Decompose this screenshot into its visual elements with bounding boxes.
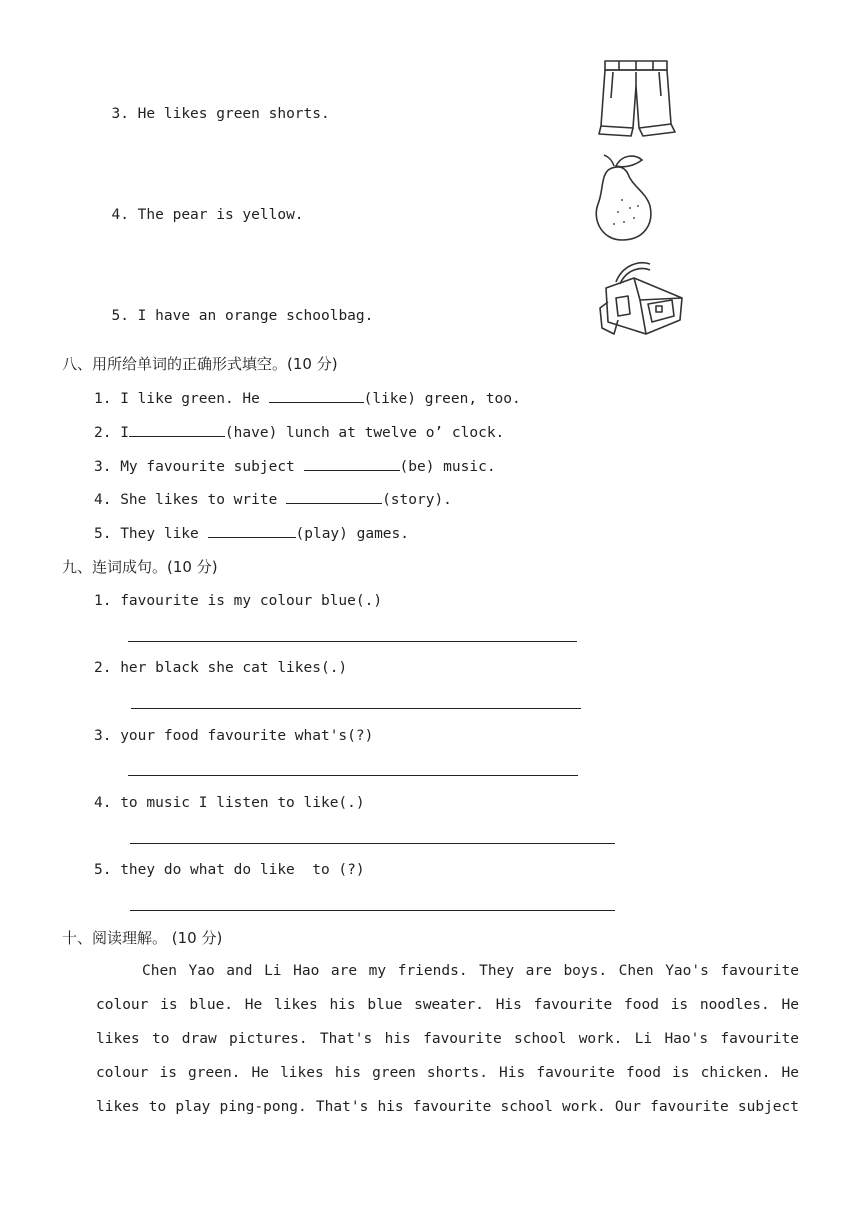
s8-item-1 xyxy=(94,388,521,409)
section8-title: 八、用所给单词的正确形式填空。(10 分) xyxy=(62,355,338,373)
s8-item-4-before: 4. She likes to write xyxy=(94,492,287,508)
s7-item-4-num: 4. xyxy=(111,207,129,223)
section10-title: 十、阅读理解。 (10 分) xyxy=(62,929,223,947)
s8-item-5-before: 5. They like xyxy=(94,526,208,542)
s9-item-4: 4. to music I listen to like(.) xyxy=(94,795,365,811)
s9-answer-line-3[interactable] xyxy=(128,775,578,776)
s8-item-3-blank[interactable] xyxy=(304,456,400,471)
passage-line-2: colour is blue. He likes his blue sweater. His favourite food is noodles. He xyxy=(96,997,799,1013)
s9-item-1: 1. favourite is my colour blue(.) xyxy=(94,593,383,609)
s7-item-4-text: The pear is yellow. xyxy=(137,207,304,223)
passage-line-4: colour is green. He likes his green shorts. His favourite food is chicken. He xyxy=(96,1065,799,1081)
passage-line-1: Chen Yao and Li Hao are my friends. They are boys. Chen Yao's favourite xyxy=(142,963,799,979)
s9-item-3: 3. your food favourite what's(?) xyxy=(94,728,374,744)
s8-item-3 xyxy=(94,456,496,477)
section9-title: 九、连词成句。(10 分) xyxy=(62,558,218,576)
s9-answer-line-1[interactable] xyxy=(128,641,577,642)
s9-item-2: 2. her black she cat likes(.) xyxy=(94,660,348,676)
s8-item-1-blank[interactable] xyxy=(269,388,364,403)
schoolbag-icon xyxy=(594,258,686,338)
s8-item-4 xyxy=(94,489,452,510)
s8-item-5-blank[interactable] xyxy=(208,523,296,538)
s8-item-3-before: 3. My favourite subject xyxy=(94,459,304,475)
s9-item-5: 5. they do what do like to (?) xyxy=(94,862,365,878)
s8-item-5-after: (play) games. xyxy=(295,526,409,542)
reading-passage xyxy=(96,954,799,1124)
s9-answer-line-4[interactable] xyxy=(130,843,615,844)
s7-item-5-num: 5. xyxy=(111,308,129,324)
s9-answer-line-2[interactable] xyxy=(131,708,581,709)
s8-item-2 xyxy=(94,422,504,443)
s9-answer-line-5[interactable] xyxy=(130,910,615,911)
s8-item-2-before: 2. I xyxy=(94,425,129,441)
s8-item-5 xyxy=(94,523,409,544)
s8-item-1-after: (like) green, too. xyxy=(363,391,521,407)
s8-item-4-after: (story). xyxy=(382,492,452,508)
passage-line-5: likes to play ping-pong. That's his favourite school work. Our favourite subject xyxy=(96,1099,799,1115)
s7-item-3-num: 3. xyxy=(111,106,129,122)
pear-icon xyxy=(592,150,664,244)
s7-item-5 xyxy=(94,286,373,326)
s7-item-3-text: He likes green shorts. xyxy=(137,106,330,122)
s8-item-2-after: (have) lunch at twelve o’ clock. xyxy=(224,425,505,441)
s7-item-4 xyxy=(94,185,304,225)
s8-item-4-blank[interactable] xyxy=(286,489,382,504)
s7-item-3 xyxy=(94,84,330,124)
s7-item-5-text: I have an orange schoolbag. xyxy=(137,308,374,324)
s8-item-1-before: 1. I like green. He xyxy=(94,391,269,407)
s8-item-2-blank[interactable] xyxy=(129,422,225,437)
passage-line-3: likes to draw pictures. That's his favourite school work. Li Hao's favourite xyxy=(96,1031,799,1047)
shorts-icon xyxy=(595,58,687,140)
s8-item-3-after: (be) music. xyxy=(399,459,496,475)
